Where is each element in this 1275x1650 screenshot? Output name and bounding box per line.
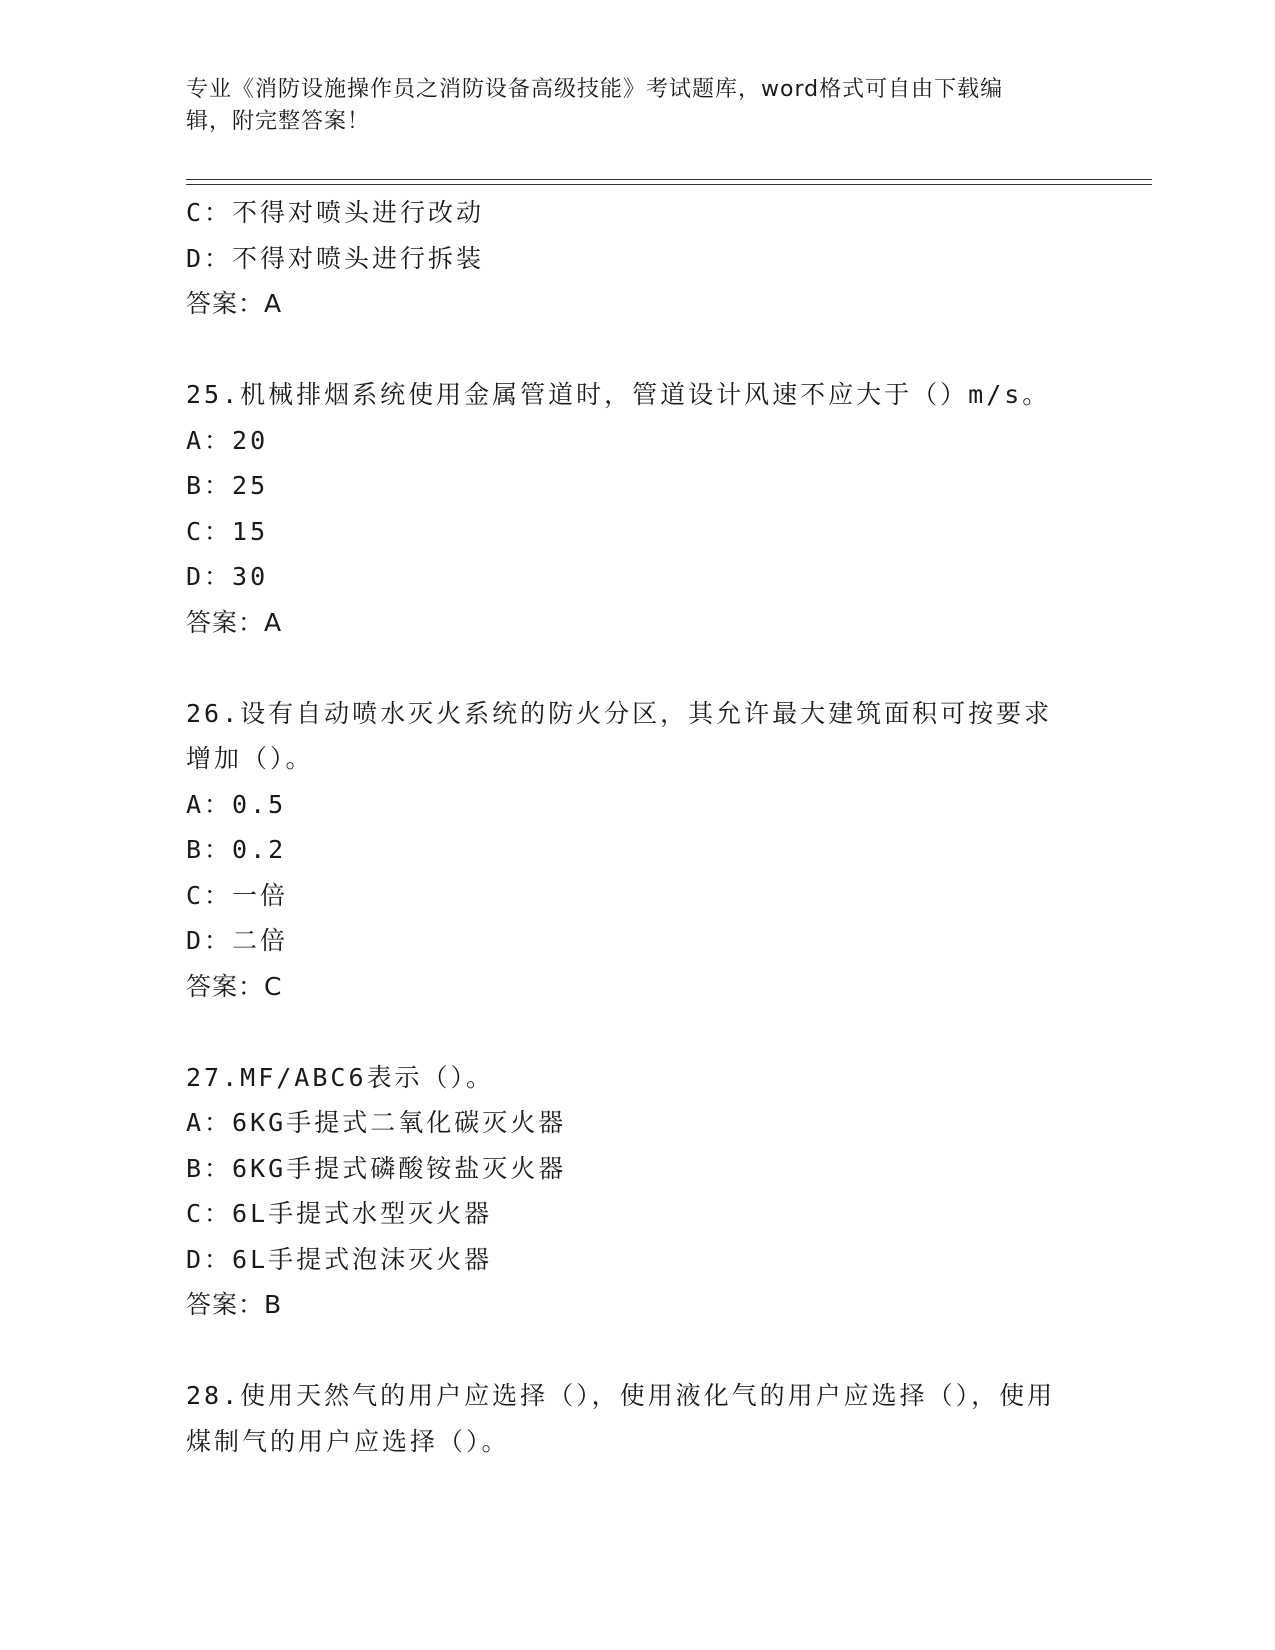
option-a: A：0.5 bbox=[186, 789, 287, 819]
answer: 答案：A bbox=[186, 607, 283, 637]
question-text: 27.MF/ABC6表示（）。 bbox=[186, 1062, 495, 1092]
option-b: B：0.2 bbox=[186, 835, 287, 864]
spacer bbox=[186, 327, 1086, 373]
option-c: C：不得对喷头进行改动 bbox=[186, 198, 485, 227]
option-a: A：20 bbox=[186, 425, 269, 455]
question-27 bbox=[186, 1055, 1086, 1328]
header-line-2: 辑，附完整答案！ bbox=[186, 109, 371, 134]
header-divider-bottom bbox=[186, 184, 1152, 185]
option-d: D：30 bbox=[186, 562, 269, 591]
spacer bbox=[186, 1328, 1086, 1374]
option-b: B：25 bbox=[186, 471, 269, 500]
document-header bbox=[186, 74, 1066, 138]
question-26 bbox=[186, 691, 1086, 1010]
question-28 bbox=[186, 1373, 1086, 1464]
option-b: B：6KG手提式磷酸铵盐灭火器 bbox=[186, 1153, 567, 1183]
option-d: D：二倍 bbox=[186, 926, 289, 955]
question-text: 26.设有自动喷水灭火系统的防火分区，其允许最大建筑面积可按要求增加（）。 bbox=[186, 698, 1053, 773]
option-d: D：6L手提式泡沫灭火器 bbox=[186, 1244, 493, 1274]
question-list bbox=[186, 190, 1086, 1464]
option-a: A：6KG手提式二氧化碳灭火器 bbox=[186, 1108, 567, 1137]
question-text: 28.使用天然气的用户应选择（），使用液化气的用户应选择（），使用煤制气的用户应选择（）。 bbox=[186, 1381, 1056, 1456]
option-c: C：15 bbox=[186, 516, 269, 546]
spacer bbox=[186, 645, 1086, 691]
header-divider-top bbox=[186, 179, 1152, 180]
option-d: D：不得对喷头进行拆装 bbox=[186, 243, 485, 273]
spacer bbox=[186, 1009, 1086, 1055]
header-line-1: 专业《消防设施操作员之消防设备高级技能》考试题库，word格式可自由下载编 bbox=[186, 77, 1004, 102]
answer: 答案：B bbox=[186, 1290, 283, 1319]
question-25 bbox=[186, 372, 1086, 645]
option-c: C：6L手提式水型灭火器 bbox=[186, 1199, 493, 1228]
question-text: 25.机械排烟系统使用金属管道时，管道设计风速不应大于（）m/s。 bbox=[186, 380, 1051, 409]
prev-question-block bbox=[186, 190, 1086, 327]
option-c: C：一倍 bbox=[186, 880, 289, 910]
answer: 答案：A bbox=[186, 289, 283, 318]
answer: 答案：C bbox=[186, 971, 283, 1001]
